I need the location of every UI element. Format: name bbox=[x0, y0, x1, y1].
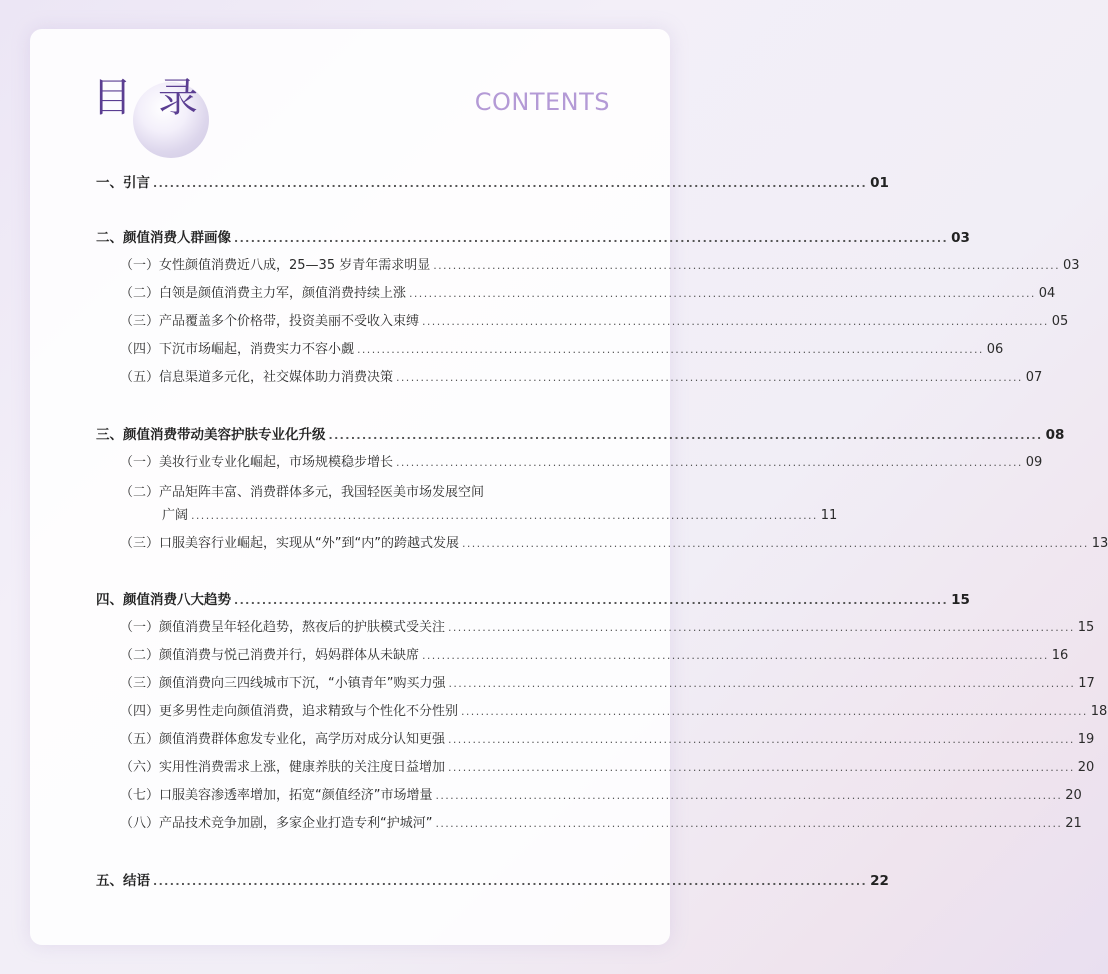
toc-subsection-2-2[interactable] bbox=[120, 284, 1056, 304]
toc-entry-label: （二）颜值消费与悦己消费并行，妈妈群体从未缺席 bbox=[120, 648, 420, 663]
toc-subsection-2-1[interactable] bbox=[120, 256, 1080, 276]
toc-leader-dots: ................................................................................................................................ bbox=[435, 789, 1063, 802]
toc-entry-label: （三）口服美容行业崛起，实现从“外”到“内”的跨越式发展 bbox=[120, 536, 459, 551]
toc-subsection-3-2[interactable] bbox=[162, 506, 838, 526]
toc-subsection-3-1[interactable] bbox=[120, 453, 1043, 473]
toc-leader-dots: ................................................................................................................................ bbox=[328, 429, 1043, 442]
toc-subsection-4-2[interactable] bbox=[120, 646, 1069, 666]
page-title: 目录 bbox=[92, 75, 224, 121]
toc-subsection-2-3[interactable] bbox=[120, 312, 1069, 332]
toc-section-intro[interactable] bbox=[96, 173, 889, 194]
toc-leader-dots: ................................................................................................................................ bbox=[422, 649, 1049, 662]
toc-subsection-4-4[interactable] bbox=[120, 702, 1108, 722]
toc-subsection-4-1[interactable] bbox=[120, 618, 1095, 638]
toc-leader-dots: ................................................................................................................................ bbox=[409, 287, 1036, 300]
toc-page-number: 06 bbox=[986, 342, 1004, 357]
toc-section-2[interactable] bbox=[96, 228, 970, 249]
toc-entry-label: 二、颜值消费人群画像 bbox=[96, 230, 231, 246]
toc-section-3[interactable] bbox=[96, 425, 1065, 446]
toc-page-number: 01 bbox=[870, 175, 889, 191]
toc-entry-label: 广阔 bbox=[162, 508, 189, 523]
toc-entry-label: （一）女性颜值消费近八成，25—35 岁青年需求明显 bbox=[120, 258, 431, 273]
toc-subsection-4-5[interactable] bbox=[120, 730, 1095, 750]
toc-subsection-3-3[interactable] bbox=[120, 534, 1108, 554]
toc-entry-label: 一、引言 bbox=[96, 175, 150, 191]
toc-entry-label: （四）下沉市场崛起，消费实力不容小觑 bbox=[120, 342, 355, 357]
toc-page-number: 08 bbox=[1045, 427, 1065, 443]
toc-leader-dots: ................................................................................................................................ bbox=[448, 621, 1075, 634]
toc-leader-dots: ................................................................................................................................ bbox=[234, 232, 949, 245]
toc-page-number: 15 bbox=[1077, 620, 1095, 635]
toc-page-number: 04 bbox=[1038, 286, 1056, 301]
toc-subsection-4-3[interactable] bbox=[120, 674, 1095, 694]
toc-subsection-4-8[interactable] bbox=[120, 814, 1082, 834]
toc-page-number: 03 bbox=[1062, 258, 1080, 273]
toc-entry-label: （三）产品覆盖多个价格带，投资美丽不受收入束缚 bbox=[120, 314, 420, 329]
toc-leader-dots: ................................................................................................................................ bbox=[234, 594, 949, 607]
toc-page-number: 11 bbox=[820, 508, 838, 523]
toc-entry-label: 三、颜值消费带动美容护肤专业化升级 bbox=[96, 427, 326, 443]
toc-page-number: 18 bbox=[1090, 704, 1108, 719]
toc-leader-dots: ................................................................................................................................ bbox=[448, 677, 1076, 690]
toc-page-number: 16 bbox=[1051, 648, 1069, 663]
toc-leader-dots: ................................................................................................................................ bbox=[461, 537, 1089, 550]
toc-leader-dots: ................................................................................................................................ bbox=[153, 177, 868, 190]
toc-page-number: 13 bbox=[1091, 536, 1108, 551]
toc-entry-label: （八）产品技术竞争加剧，多家企业打造专利“护城河” bbox=[120, 816, 433, 831]
toc-subsection-4-7[interactable] bbox=[120, 786, 1082, 806]
toc-entry-label: （五）颜值消费群体愈发专业化，高学历对成分认知更强 bbox=[120, 732, 446, 747]
toc-leader-dots: ................................................................................................................................ bbox=[461, 705, 1088, 718]
toc-entry-label: （一）颜值消费呈年轻化趋势，熬夜后的护肤模式受关注 bbox=[120, 620, 446, 635]
toc-page-number: 20 bbox=[1065, 788, 1082, 803]
toc-page-number: 09 bbox=[1025, 455, 1043, 470]
toc-section-4[interactable] bbox=[96, 590, 970, 611]
toc-leader-dots: ................................................................................................................................ bbox=[435, 817, 1063, 830]
toc-leader-dots: ................................................................................................................................ bbox=[396, 456, 1023, 469]
toc-subsection-4-6[interactable] bbox=[120, 758, 1095, 778]
toc-page-number: 15 bbox=[951, 592, 970, 608]
toc-page-number: 05 bbox=[1051, 314, 1069, 329]
toc-entry-label: （三）颜值消费向三四线城市下沉，“小镇青年”购买力强 bbox=[120, 676, 446, 691]
toc-page-number: 21 bbox=[1065, 816, 1082, 831]
toc-subsection-2-5[interactable] bbox=[120, 368, 1043, 388]
toc-leader-dots: ................................................................................................................................ bbox=[396, 371, 1023, 384]
toc-leader-dots: ................................................................................................................................ bbox=[448, 761, 1075, 774]
toc-leader-dots: ................................................................................................................................ bbox=[422, 315, 1049, 328]
toc-entry-label: 五、结语 bbox=[96, 873, 150, 889]
toc-subsection-3-2-first-line[interactable]: （二）产品矩阵丰富、消费群体多元，我国轻医美市场发展空间 bbox=[120, 485, 485, 500]
toc-entry-label: （一）美妆行业专业化崛起，市场规模稳步增长 bbox=[120, 455, 394, 470]
toc-leader-dots: ................................................................................................................................ bbox=[153, 875, 868, 888]
toc-entry-label: （七）口服美容渗透率增加，拓宽“颜值经济”市场增量 bbox=[120, 788, 433, 803]
toc-section-5[interactable] bbox=[96, 871, 889, 892]
toc-page-number: 03 bbox=[951, 230, 970, 246]
toc-leader-dots: ................................................................................................................................ bbox=[433, 259, 1060, 272]
page-title-english: CONTENTS bbox=[474, 88, 610, 116]
toc-leader-dots: ................................................................................................................................ bbox=[357, 343, 984, 356]
toc-subsection-2-4[interactable] bbox=[120, 340, 1004, 360]
toc-entry-label: （六）实用性消费需求上涨，健康养肤的关注度日益增加 bbox=[120, 760, 446, 775]
toc-page-number: 07 bbox=[1025, 370, 1043, 385]
toc-page-number: 22 bbox=[870, 873, 889, 889]
toc-leader-dots: ................................................................................................................................ bbox=[191, 509, 818, 522]
toc-entry-label: （四）更多男性走向颜值消费，追求精致与个性化不分性别 bbox=[120, 704, 459, 719]
toc-page-number: 20 bbox=[1077, 760, 1095, 775]
toc-entry-label: 四、颜值消费八大趋势 bbox=[96, 592, 231, 608]
toc-leader-dots: ................................................................................................................................ bbox=[448, 733, 1075, 746]
toc-page-number: 19 bbox=[1077, 732, 1095, 747]
toc-page-number: 17 bbox=[1078, 676, 1095, 691]
toc-entry-label: （五）信息渠道多元化，社交媒体助力消费决策 bbox=[120, 370, 394, 385]
toc-entry-label: （二）白领是颜值消费主力军，颜值消费持续上涨 bbox=[120, 286, 407, 301]
